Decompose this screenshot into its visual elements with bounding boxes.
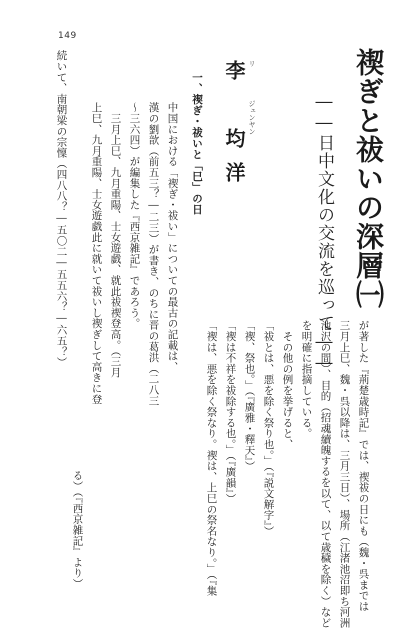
- author-ruby-given: ジュンヤン: [248, 100, 256, 135]
- body-column: 中国における「禊ぎ・祓い」についての最古の記載は、: [166, 102, 179, 372]
- body-column: 三月上巳、魏・呉以降は、三月三日）、場所（江渚池沼即ち河洲: [338, 320, 351, 628]
- body-column: 池沢の間）、目的（招魂續魄するを以て、以て歳穢を除く）など: [319, 320, 332, 628]
- citation-column: る）（『西京雑記』より）: [71, 470, 84, 590]
- article-title: 禊ぎと祓いの深層㈠: [352, 48, 385, 309]
- author-name: 李 均洋: [222, 60, 246, 196]
- body-column: その他の例を挙げると、: [281, 320, 294, 450]
- body-column: を明確に指摘している。: [300, 320, 313, 439]
- body-column: が著した『荊楚歳時記』では、禊祓の日にも（魏・呉までは: [357, 320, 370, 612]
- page-number: 149: [58, 31, 77, 41]
- quote-column: 「禊は不祥を祓除する也。」（『廣韻』）: [224, 320, 237, 505]
- article-subtitle: ――日中文化の交流を巡って――: [314, 92, 334, 374]
- body-column: 漢の劉歆（前五三？―二三）が書き、のちに晋の葛洪（二八三: [147, 102, 160, 406]
- quote-column: 「禊、祭也。」（『廣雅・釋天』）: [243, 320, 256, 472]
- section-heading: 一、禊ぎ・祓いと「巳」の日: [191, 72, 203, 215]
- quote-column: 上巳、九月重陽、士女遊戯此に就いて祓いし禊ぎして高きに登: [90, 102, 103, 405]
- body-column: ～三六四）が編集した『西京雑記』であろう。: [128, 102, 141, 329]
- quote-column: 三月上巳、九月重陽、士女遊戯、就此祓禊登高。（三月: [109, 102, 122, 378]
- quote-column: 「祓とは、悪を除く祭り也。」（『説文解字』）: [262, 320, 275, 537]
- author-ruby-surname: リ: [248, 60, 256, 67]
- body-column: 続いて、南朝梁の宗懍（四八八？―五〇二―五五六？―六五？）: [55, 50, 68, 368]
- quote-column: 「禊は、悪を除く祭なり。禊は、上巳の祭名なり。」（『集: [205, 320, 218, 596]
